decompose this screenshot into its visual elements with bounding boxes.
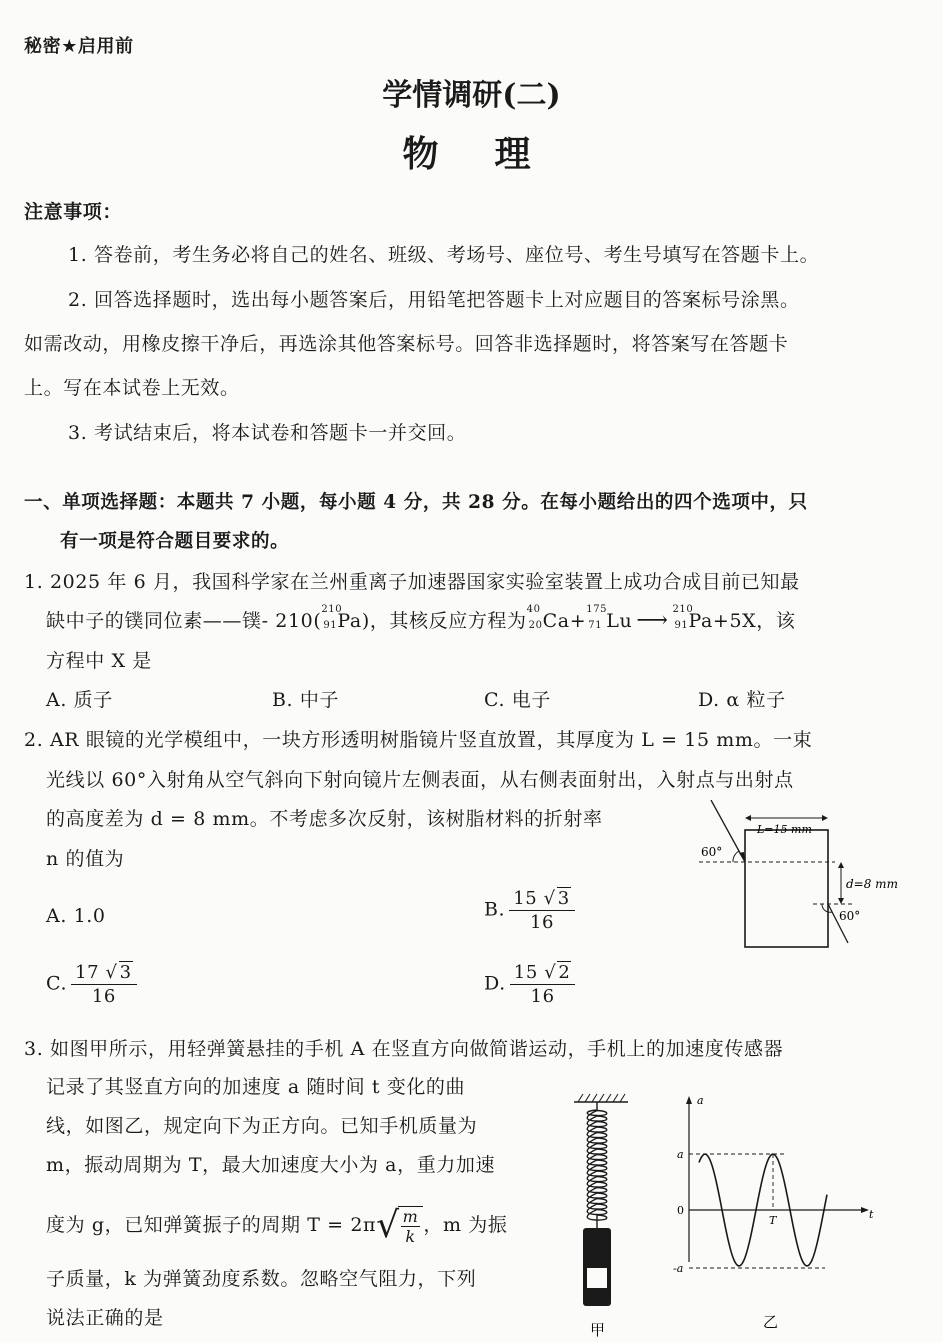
- q1-line-2: [46, 606, 795, 633]
- period-sqrt-denominator: k: [405, 1227, 416, 1246]
- q1-option-b: B. 中子: [272, 689, 340, 711]
- period-sqrt: √ $\frac{m}{k}$: [376, 1206, 423, 1246]
- nuclide-pa-product: [672, 604, 713, 632]
- thickness-arrow-right: [822, 815, 828, 821]
- q3-line-1: 3. 如图甲所示，用轻弹簧悬挂的手机 A 在竖直方向做简谐运动，手机上的加速度传感器: [24, 1038, 784, 1060]
- tick-neg-a: -a: [673, 1262, 684, 1275]
- t-axis-label: t: [869, 1208, 874, 1221]
- q1-option-d: D. α 粒子: [698, 689, 786, 711]
- ceiling-hatching: [578, 1094, 625, 1102]
- q2-line-4: n 的值为: [46, 848, 125, 870]
- nuclide-pa-z: 91: [323, 620, 338, 631]
- q2-option-c-fraction: $\frac{17 √ 3}{16}$: [71, 962, 137, 1007]
- confidential-label: 秘密★启用前: [24, 36, 134, 57]
- q1-option-c: C. 电子: [484, 689, 551, 711]
- q1-line-3: 方程中 X 是: [46, 650, 152, 672]
- q2-option-b: [484, 888, 575, 933]
- q2-option-c-denominator: 16: [91, 986, 116, 1007]
- q2-option-d-label: D.: [484, 972, 506, 995]
- incident-arrow: [739, 852, 745, 862]
- q2-line-1: 2. AR 眼镜的光学模组中，一块方形透明树脂镜片竖直放置，其厚度为 L = 15 mm。一束: [24, 729, 813, 751]
- nuclide-ca-z: 20: [528, 620, 543, 631]
- q1-line-2-mid: )，其核反应方程为: [361, 610, 527, 632]
- q2-option-d-fraction: $\frac{15 √ 2}{16}$: [510, 962, 576, 1007]
- a-axis-arrow: [686, 1096, 692, 1104]
- acceleration-time-graph: [665, 1092, 880, 1342]
- q1-line-1: 1. 2025 年 6 月，我国科学家在兰州重离子加速器国家实验室装置上成功合成目前已知最: [24, 571, 800, 593]
- nuclide-ca-mass: 40: [526, 604, 541, 615]
- incident-angle-arc: [733, 851, 739, 862]
- q2-option-c: [46, 962, 137, 1007]
- q3-line-5-start: 度为 g，已知弹簧振子的周期 T = 2π: [46, 1214, 377, 1236]
- height-label: d=8 mm: [846, 877, 898, 891]
- reaction-arrow: ⟶: [636, 608, 669, 633]
- nuclide-pa-product-mass: 210: [672, 604, 694, 615]
- exam-title: 学情调研(二): [382, 78, 561, 113]
- q1-option-a: A. 质子: [46, 689, 113, 711]
- tick-zero: 0: [677, 1204, 684, 1217]
- a-axis-label: a: [697, 1094, 704, 1107]
- q2-option-b-denominator: 16: [529, 912, 555, 933]
- nuclide-pa-symbol: Pa: [337, 610, 362, 632]
- q1-line-2-start: 缺中子的镤同位素——镤- 210(: [46, 610, 322, 632]
- phone-a: [583, 1228, 611, 1306]
- height-arrow-top: [838, 862, 844, 868]
- t-axis-arrow: [861, 1207, 869, 1213]
- nuclide-ca: [526, 604, 570, 632]
- section-1-heading-line-1: 一、单项选择题：本题共 7 小题，每小题 4 分，共 28 分。在每小题给出的四个选项中，只: [24, 492, 808, 513]
- thickness-label: L=15 mm: [757, 823, 812, 836]
- nuclide-ca-symbol: Ca: [542, 610, 570, 632]
- nuclide-lu: [586, 604, 633, 632]
- q2-option-c-root: 3: [119, 962, 132, 983]
- q1-line-2-end: +5X，该: [712, 610, 796, 632]
- q2-option-b-numerator: 15: [513, 888, 538, 909]
- thickness-arrow-left: [745, 815, 751, 821]
- nuclide-lu-z: 71: [588, 620, 603, 631]
- nuclide-lu-symbol: Lu: [606, 610, 633, 632]
- plus-sign: +: [569, 610, 587, 632]
- q3-line-3: 线，如图乙，规定向下为正方向。已知手机质量为: [46, 1115, 478, 1137]
- lens-refraction-figure: [695, 800, 910, 960]
- q2-option-c-label: C.: [46, 972, 68, 995]
- notice-item-2-line-3: 上。写在本试卷上无效。: [24, 377, 240, 399]
- notice-heading: 注意事项：: [24, 201, 123, 223]
- q3-line-5: [46, 1206, 507, 1246]
- section-1-heading-line-2: 有一项是符合题目要求的。: [60, 531, 290, 552]
- tick-period: T: [769, 1214, 777, 1227]
- q2-option-d-root: 2: [558, 962, 571, 983]
- q2-option-d: [484, 962, 575, 1007]
- q2-option-b-fraction: $\frac{15 √ 3}{16}$: [509, 888, 575, 933]
- height-arrow-bottom: [838, 898, 844, 904]
- figure-jia-caption: 甲: [590, 1321, 606, 1339]
- nuclide-pa-mass: 210: [321, 604, 343, 615]
- q3-line-6: 子质量，k 为弹簧劲度系数。忽略空气阻力，下列: [46, 1268, 477, 1290]
- q3-line-4: m，振动周期为 T，最大加速度大小为 a，重力加速: [46, 1154, 496, 1176]
- exit-angle-label: 60°: [839, 909, 861, 923]
- nuclide-lu-mass: 175: [586, 604, 608, 615]
- incident-angle-label: 60°: [701, 845, 723, 859]
- nuclide-pa-product-z: 91: [674, 620, 689, 631]
- q2-line-3: 的高度差为 d = 8 mm。不考虑多次反射，该树脂材料的折射率: [46, 808, 603, 830]
- notice-item-2-line-1: 2. 回答选择题时，选出每小题答案后，用铅笔把答题卡上对应题目的答案标号涂黑。: [68, 289, 800, 311]
- q2-option-a: A. 1.0: [46, 905, 106, 927]
- q3-line-7: 说法正确的是: [46, 1307, 164, 1329]
- notice-item-1: 1. 答卷前，考生务必将自己的姓名、班级、考场号、座位号、考生号填写在答题卡上。: [68, 244, 820, 266]
- nuclide-pa-product-symbol: Pa: [688, 610, 713, 632]
- spring-phone-figure: [570, 1090, 635, 1340]
- phone-screen: [587, 1268, 607, 1288]
- q2-option-d-denominator: 16: [530, 986, 555, 1007]
- q2-line-2: 光线以 60°入射角从空气斜向下射向镜片左侧表面，从右侧表面射出，入射点与出射点: [46, 769, 794, 791]
- lens-outline: [745, 830, 828, 947]
- q3-line-5-end: ，m 为振: [423, 1214, 508, 1236]
- nuclide-pa: [321, 604, 362, 632]
- q2-option-b-root: 3: [557, 888, 570, 909]
- q2-option-b-label: B.: [484, 898, 506, 921]
- notice-item-3: 3. 考试结束后，将本试卷和答题卡一并交回。: [68, 422, 467, 444]
- notice-item-2-line-2: 如需改动，用橡皮擦干净后，再选涂其他答案标号。回答非选择题时，将答案写在答题卡: [24, 333, 789, 355]
- q2-option-c-numerator: 17: [75, 962, 100, 983]
- q2-option-d-numerator: 15: [513, 962, 538, 983]
- spring-coil: [587, 1102, 607, 1228]
- subject-title: 物 理: [402, 133, 541, 175]
- q3-line-2: 记录了其竖直方向的加速度 a 随时间 t 变化的曲: [46, 1076, 466, 1098]
- figure-yi-caption: 乙: [763, 1313, 779, 1331]
- period-sqrt-numerator: m: [402, 1207, 419, 1226]
- tick-pos-a: a: [677, 1148, 684, 1161]
